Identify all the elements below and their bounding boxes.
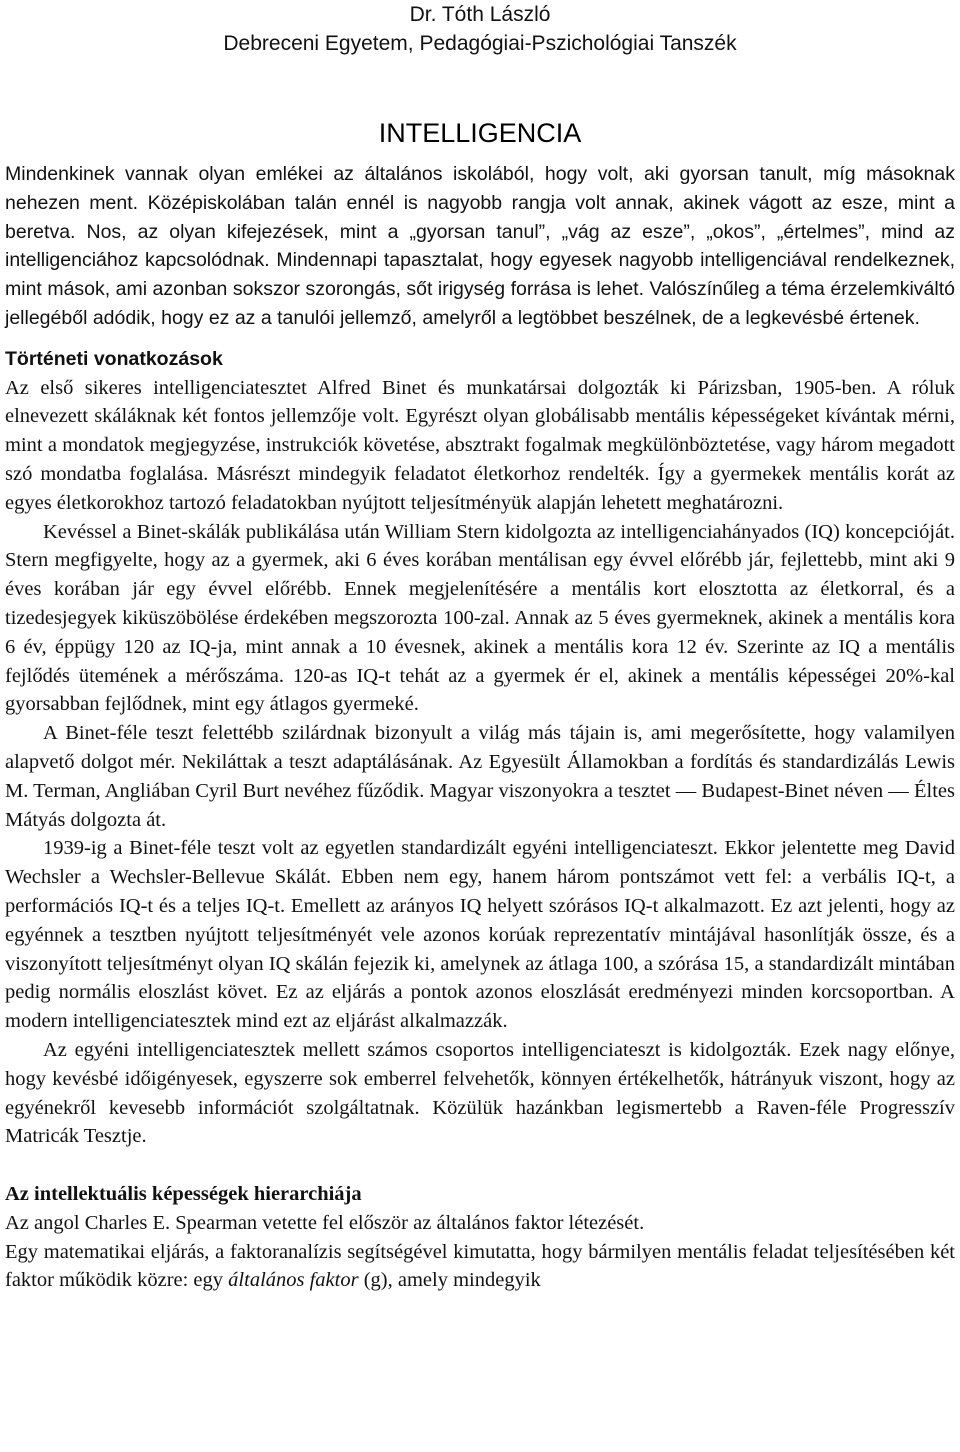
affiliation: Debreceni Egyetem, Pedagógiai-Pszichológiai Tanszék <box>223 32 737 55</box>
document-page <box>5 0 955 1295</box>
section-heading-hierarchy: Az intellektuális képességek hierarchiája <box>5 1183 362 1206</box>
section-heading-history: Történeti vonatkozások <box>5 347 223 370</box>
general-factor-term: általános faktor <box>228 1269 359 1292</box>
history-paragraph-3: A Binet-féle teszt felettébb szilárdnak bizonyult a világ más tájain is, ami megerősítette, hogy valamilyen alapvető dolgot mér. Nekiláttak a teszt adaptálásának. Az Egyesült Államokban a fordítás és standardizálás Lewis M. Terman, Angliában Cyril Burt nevéhez fűződik. Magyar viszonyokra a tesztet — Budapest-Binet néven — Éltes Mátyás dolgozta át. <box>5 722 955 831</box>
history-paragraph-2: Kevéssel a Binet-skálák publikálása után William Stern kidolgozta az intelligenciahányados (IQ) koncepcióját. Stern megfigyelte, hogy az a gyermek, aki 6 éves korában mentálisan egy évvel előrébb jár, fejlettebb, mint aki 9 éves korában jár egy évvel előrébb. Ennek megjelenítésére a mentális kort elosztotta az életkorral, és a tizedesjegyek kiküszöbölése érdekében megszorozta 100-zal. Annak az 5 éves gyermeknek, akinek a mentális kora 6 év, éppügy 120 az IQ-ja, mint annak a 10 évesnek, akinek a mentális kora 12 év. Szerinte az IQ a mentális fejlődés ütemének a mérőszáma. 120-as IQ-t tehát az a gyermek ér el, akinek a mentális képességei 20%-kal gyorsabban fejlődnek, mint egy átlagos gyermeké. <box>5 520 955 716</box>
history-paragraph-4: 1939-ig a Binet-féle teszt volt az egyetlen standardizált egyéni intelligenciateszt. Ekkor jelentette meg David Wechsler a Wechsler-Bellevue Skálát. Ebben nem egy, hanem három pontszámot vett fel: a verbális IQ-t, a performációs IQ-t és a teljes IQ-t. Emellett az arányos IQ helyett szórásos IQ-t alkalmazott. Ez azt jelenti, hogy az egyénnek a tesztben nyújtott teljesítményét vele azonos korúak reprezentatív mintájával hasonlítják össze, és a viszonyított teljesítményt olyan IQ skálán fejezik ki, amelynek az átlaga 100, a szórása 15, a standardizált mintában pedig normális eloszlást követ. Ez az eljárás a pontok azonos eloszlását eredményezi minden korcsoportban. A modern intelligenciatesztek mind ezt az eljárást alkalmazzák. <box>5 837 955 1033</box>
hierarchy-text-a: Egy matematikai eljárás, a faktoranalízis segítségével kimutatta, hogy bármilyen mentális feladat teljesítésében két faktor működik közre: egy <box>5 1240 955 1292</box>
history-paragraph-5: Az egyéni intelligenciatesztek mellett számos csoportos intelligenciateszt is kidolgozták. Ezek nagy előnye, hogy kevésbé időigényesek, egyszerre sok emberrel felvehetők, könnyen értékelhetők, hátrányuk viszont, hogy az egyénekről kevesebb információt szolgáltatnak. Közülük hazánkban legismertebb a Raven-féle Progresszív Matricák Tesztje. <box>5 1038 955 1148</box>
page-header <box>5 0 955 58</box>
document-title: INTELLIGENCIA <box>378 118 582 148</box>
hierarchy-text-b: (g), amely mindegyik <box>358 1269 541 1292</box>
author-name: Dr. Tóth László <box>409 3 551 26</box>
hierarchy-paragraph-1: Az angol Charles E. Spearman vetette fel először az általános faktor létezését. <box>5 1211 645 1234</box>
hierarchy-paragraph-2 <box>5 1238 955 1296</box>
history-paragraph-1: Az első sikeres intelligenciatesztet Alfred Binet és munkatársai dolgozták ki Párizsban, 1905-ben. A róluk elnevezett skáláknak két fontos jellemzője volt. Egyrészt olyan globálisabb mentális képességeket kívántak mérni, mint a mondatok megjegyzése, instrukciók követése, absztrakt fogalmak megkülönböztetése, vagy három megadott szó mondatba foglalása. Másrészt mindegyik feladatot életkorhoz rendelték. Így a gyermekek mentális korát az egyes életkorokhoz tartozó feladatokban nyújtott teljesítményük alapján lehetett meghatározni. <box>5 376 955 514</box>
intro-paragraph: Mindenkinek vannak olyan emlékei az általános iskolából, hogy volt, aki gyorsan tanult, míg másoknak nehezen ment. Középiskolában talán ennél is nagyobb rangja volt annak, akinek vágott az esze, mint a beretva. Nos, az olyan kifejezések, mint a „gyorsan tanul”, „vág az esze”, „okos”, „értelmes”, mind az intelligenciához kapcsolódnak. Mindennapi tapasztalat, hogy egyesek nagyobb intelligenciával rendelkeznek, mint mások, ami azonban sokszor szorongás, sőt irigység forrása is lehet. Valószínűleg a téma érzelemkiváltó jellegéből adódik, hogy ez az a tanulói jellemző, amelyről a legtöbbet beszélnek, de a legkevésbé értenek. <box>5 163 955 329</box>
